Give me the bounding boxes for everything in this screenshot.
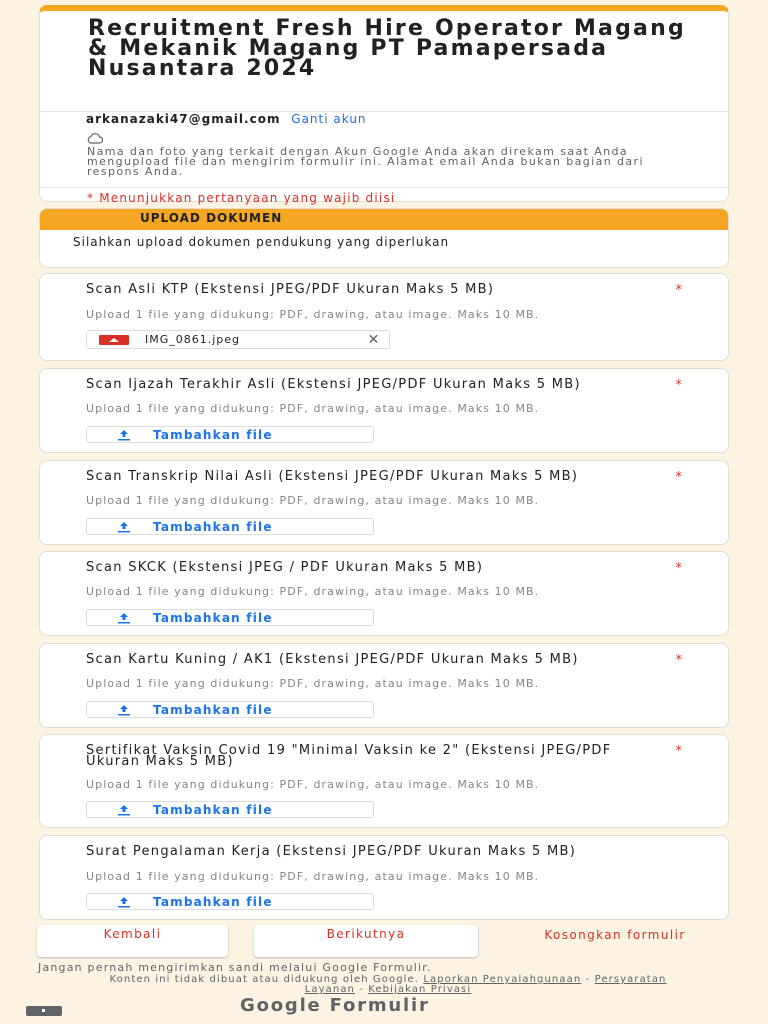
report-abuse-link[interactable]: Laporkan Penyalahgunaan bbox=[423, 974, 582, 985]
close-icon[interactable]: ✕ bbox=[367, 331, 381, 348]
question-hint: Upload 1 file yang didukung: PDF, drawing, atau image. Maks 10 MB. bbox=[86, 494, 540, 507]
question-card-vaksin bbox=[39, 734, 729, 828]
clear-form-button[interactable]: Kosongkan formulir bbox=[544, 928, 686, 942]
required-star: * bbox=[675, 470, 682, 485]
upload-icon bbox=[117, 804, 131, 816]
question-title: Scan SKCK (Ekstensi JPEG / PDF Ukuran Maks 5 MB) bbox=[86, 560, 484, 575]
add-file-label: Tambahkan file bbox=[153, 519, 273, 534]
terms-link[interactable]: Persyaratan Layanan bbox=[304, 974, 667, 995]
question-card-transkrip bbox=[39, 460, 729, 545]
upload-icon bbox=[117, 429, 131, 441]
switch-account-link[interactable]: Ganti akun bbox=[291, 112, 367, 126]
question-card-ktp bbox=[39, 273, 729, 361]
form-title: Recruitment Fresh Hire Operator Magang & Mekanik Magang PT Pamapersada Nusantara 2024 bbox=[88, 16, 686, 81]
question-hint: Upload 1 file yang didukung: PDF, drawing, atau image. Maks 10 MB. bbox=[86, 308, 540, 321]
footer-disclaimer bbox=[88, 975, 688, 995]
account-notice: Nama dan foto yang terkait dengan Akun Google Anda akan direkam saat Anda mengupload file dan mengirim formulir ini. Alamat email Anda bukan bagian dari respons Anda. bbox=[87, 145, 644, 178]
add-file-label: Tambahkan file bbox=[153, 427, 273, 442]
add-file-button[interactable] bbox=[86, 701, 374, 718]
header-divider-2 bbox=[40, 187, 728, 188]
next-button[interactable]: Berikutnya bbox=[254, 925, 478, 957]
privacy-link[interactable]: Kebijakan Privasi bbox=[368, 984, 472, 995]
question-hint: Upload 1 file yang didukung: PDF, drawing, atau image. Maks 10 MB. bbox=[86, 677, 540, 690]
section-title: UPLOAD DOKUMEN bbox=[140, 211, 283, 225]
back-button[interactable]: Kembali bbox=[37, 925, 228, 957]
add-file-button[interactable] bbox=[86, 801, 374, 818]
section-description: Silahkan upload dokumen pendukung yang diperlukan bbox=[73, 235, 450, 249]
image-file-icon bbox=[99, 335, 129, 345]
question-title: Scan Ijazah Terakhir Asli (Ekstensi JPEG/PDF Ukuran Maks 5 MB) bbox=[86, 377, 581, 392]
disclaimer-text: Konten ini tidak dibuat atau didukung oleh Google. bbox=[109, 974, 420, 985]
question-title: Scan Asli KTP (Ekstensi JPEG/PDF Ukuran Maks 5 MB) bbox=[86, 282, 495, 297]
password-warning: Jangan pernah mengirimkan sandi melalui Google Formulir. bbox=[38, 961, 432, 974]
question-title: Surat Pengalaman Kerja (Ekstensi JPEG/PDF Ukuran Maks 5 MB) bbox=[86, 844, 577, 859]
google-forms-logo: Google Formulir bbox=[240, 995, 430, 1016]
question-card-pengalaman bbox=[39, 835, 729, 920]
question-card-skck bbox=[39, 551, 729, 636]
upload-icon bbox=[117, 704, 131, 716]
upload-icon bbox=[117, 896, 131, 908]
upload-icon bbox=[117, 521, 131, 533]
uploaded-file-chip[interactable] bbox=[86, 330, 390, 349]
add-file-label: Tambahkan file bbox=[153, 894, 273, 909]
add-file-label: Tambahkan file bbox=[153, 702, 273, 717]
question-hint: Upload 1 file yang didukung: PDF, drawing, atau image. Maks 10 MB. bbox=[86, 870, 540, 883]
add-file-button[interactable] bbox=[86, 893, 374, 910]
footer-separator: - bbox=[581, 974, 595, 985]
uploaded-file-name: IMG_0861.jpeg bbox=[145, 333, 241, 346]
question-title: Scan Kartu Kuning / AK1 (Ekstensi JPEG/PDF Ukuran Maks 5 MB) bbox=[86, 652, 579, 667]
add-file-button[interactable] bbox=[86, 426, 374, 443]
upload-icon bbox=[117, 612, 131, 624]
feedback-icon[interactable] bbox=[26, 1006, 62, 1016]
account-email: arkanazaki47@gmail.com bbox=[86, 112, 281, 126]
section-header-card bbox=[39, 208, 729, 268]
question-card-ijazah bbox=[39, 368, 729, 453]
form-header-card bbox=[39, 5, 729, 205]
cloud-icon bbox=[87, 132, 103, 144]
add-file-label: Tambahkan file bbox=[153, 802, 273, 817]
required-star: * bbox=[675, 653, 682, 668]
add-file-label: Tambahkan file bbox=[153, 610, 273, 625]
required-note: * Menunjukkan pertanyaan yang wajib diisi bbox=[87, 191, 396, 205]
question-title: Scan Transkrip Nilai Asli (Ekstensi JPEG/PDF Ukuran Maks 5 MB) bbox=[86, 469, 579, 484]
question-hint: Upload 1 file yang didukung: PDF, drawing, atau image. Maks 10 MB. bbox=[86, 585, 540, 598]
question-card-kartu-kuning bbox=[39, 643, 729, 728]
add-file-button[interactable] bbox=[86, 609, 374, 626]
question-hint: Upload 1 file yang didukung: PDF, drawing, atau image. Maks 10 MB. bbox=[86, 402, 540, 415]
footer-separator: - bbox=[354, 984, 369, 995]
add-file-button[interactable] bbox=[86, 518, 374, 535]
required-star: * bbox=[675, 378, 682, 393]
question-hint: Upload 1 file yang didukung: PDF, drawing, atau image. Maks 10 MB. bbox=[86, 778, 540, 791]
required-star: * bbox=[675, 283, 682, 298]
required-star: * bbox=[675, 561, 682, 576]
account-row bbox=[86, 112, 367, 126]
required-star: * bbox=[675, 744, 682, 759]
question-title: Sertifikat Vaksin Covid 19 "Minimal Vaksin ke 2" (Ekstensi JPEG/PDF Ukuran Maks 5 MB) bbox=[86, 743, 612, 769]
